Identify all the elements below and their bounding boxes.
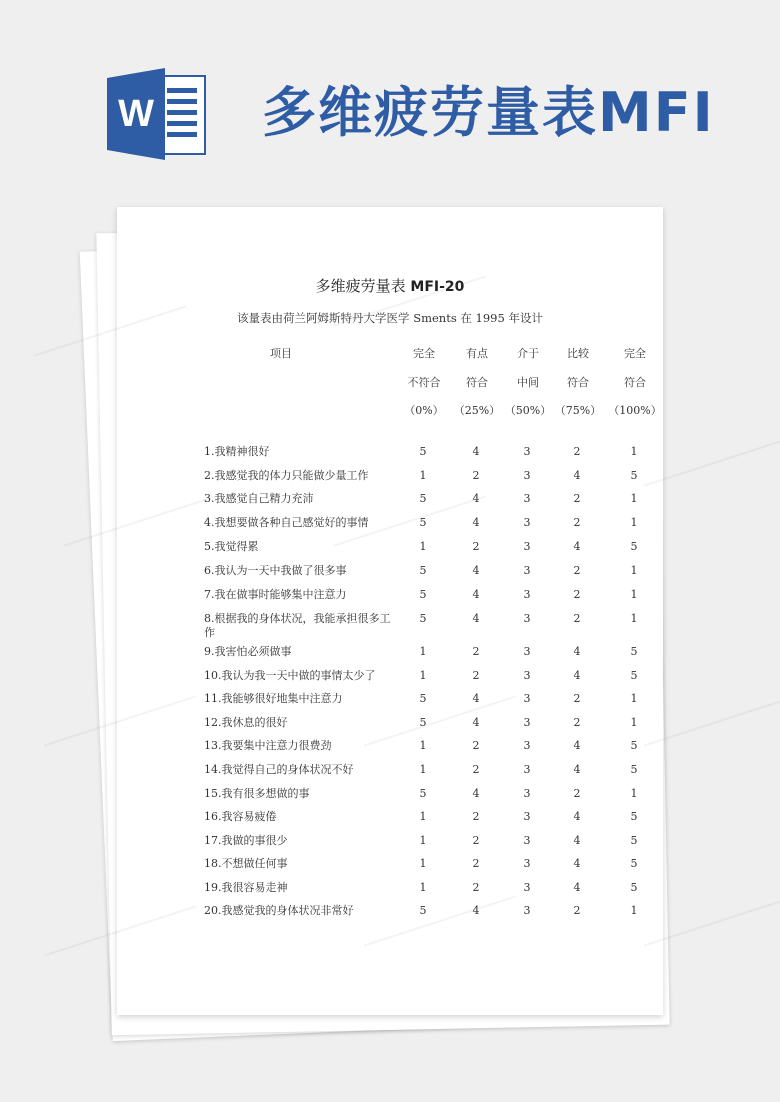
table-cell-score: 5	[630, 739, 638, 752]
column-header-line: （75%）	[554, 404, 602, 417]
table-cell-score: 1	[630, 612, 638, 625]
table-cell-score: 1	[630, 492, 638, 505]
table-cell-score: 2	[472, 739, 480, 752]
table-cell-score: 1	[419, 834, 427, 847]
table-cell-score: 3	[523, 692, 531, 705]
watermark-stripe	[644, 435, 780, 486]
document-title-code: MFI-20	[410, 279, 465, 295]
table-cell-score: 3	[523, 716, 531, 729]
table-cell-score: 5	[419, 904, 427, 917]
table-cell-score: 3	[523, 516, 531, 529]
table-cell-score: 4	[472, 612, 480, 625]
column-header-line: 符合	[567, 375, 589, 389]
table-row-label: 19.我很容易走神	[204, 881, 288, 894]
table-row-label: 17.我做的事很少	[204, 834, 288, 847]
table-cell-score: 3	[523, 612, 531, 625]
word-document-icon	[107, 68, 209, 160]
document-title-text: 多维疲劳量表	[315, 277, 411, 295]
table-cell-score: 1	[419, 810, 427, 823]
table-cell-score: 2	[573, 564, 581, 577]
table-cell-score: 3	[523, 564, 531, 577]
table-cell-score: 4	[472, 716, 480, 729]
table-cell-score: 5	[630, 669, 638, 682]
document-page	[117, 207, 663, 1015]
word-icon-letter: W	[118, 93, 154, 135]
table-cell-score: 5	[630, 810, 638, 823]
column-header-line: 符合	[624, 375, 646, 389]
column-header-line: 不符合	[407, 375, 441, 389]
table-row-label: 20.我感觉我的身体状况非常好	[204, 904, 354, 917]
table-cell-score: 3	[523, 645, 531, 658]
table-cell-score: 3	[523, 881, 531, 894]
column-header-line: （100%）	[608, 404, 662, 417]
table-cell-score: 3	[523, 445, 531, 458]
table-row-label: 15.我有很多想做的事	[204, 787, 310, 800]
table-cell-score: 1	[630, 588, 638, 601]
table-cell-score: 2	[573, 516, 581, 529]
table-cell-score: 2	[573, 492, 581, 505]
table-cell-score: 5	[419, 716, 427, 729]
table-cell-score: 5	[630, 645, 638, 658]
table-row-label: 5.我觉得累	[204, 540, 259, 553]
table-cell-score: 4	[573, 739, 581, 752]
table-cell-score: 4	[472, 492, 480, 505]
table-cell-score: 1	[630, 716, 638, 729]
table-cell-score: 3	[523, 787, 531, 800]
document-title	[117, 275, 663, 296]
table-cell-score: 2	[472, 540, 480, 553]
table-cell-score: 2	[472, 763, 480, 776]
table-cell-score: 4	[472, 564, 480, 577]
column-header-0	[394, 347, 454, 433]
table-cell-score: 5	[630, 881, 638, 894]
table-cell-score: 4	[472, 692, 480, 705]
table-cell-score: 5	[419, 787, 427, 800]
table-cell-score: 1	[630, 516, 638, 529]
table-row-label: 3.我感觉自己精力充沛	[204, 492, 314, 505]
table-cell-score: 1	[419, 881, 427, 894]
table-cell-score: 2	[573, 787, 581, 800]
column-header-line: （50%）	[504, 404, 552, 417]
table-row-label: 7.我在做事时能够集中注意力	[204, 588, 347, 601]
table-row-label: 18.不想做任何事	[204, 857, 288, 870]
table-cell-score: 5	[630, 857, 638, 870]
document-subtitle: 该量表由荷兰阿姆斯特丹大学医学 Sments 在 1995 年设计	[237, 311, 543, 325]
table-cell-score: 5	[630, 469, 638, 482]
table-cell-score: 4	[472, 904, 480, 917]
table-cell-score: 3	[523, 763, 531, 776]
table-cell-score: 3	[523, 904, 531, 917]
table-row-label: 14.我觉得自己的身体状况不好	[204, 763, 354, 776]
table-cell-score: 3	[523, 834, 531, 847]
table-cell-score: 4	[573, 540, 581, 553]
table-cell-score: 2	[573, 692, 581, 705]
column-header-line: 介于	[517, 347, 539, 360]
column-header-line: 比较	[567, 347, 589, 360]
table-cell-score: 2	[472, 469, 480, 482]
column-header-3	[548, 347, 608, 433]
table-row-label: 2.我感觉我的体力只能做少量工作	[204, 469, 369, 482]
table-cell-score: 4	[573, 857, 581, 870]
table-row-label: 8.根据我的身体状况，我能承担很多工作	[204, 612, 391, 639]
table-cell-score: 1	[419, 739, 427, 752]
column-header-line: 中间	[517, 375, 539, 389]
table-cell-score: 4	[573, 669, 581, 682]
table-cell-score: 4	[472, 588, 480, 601]
table-cell-score: 2	[472, 881, 480, 894]
column-header-line: 有点	[466, 347, 488, 360]
table-cell-score: 2	[472, 669, 480, 682]
table-row-label: 9.我害怕必须做事	[204, 645, 292, 658]
table-cell-score: 3	[523, 857, 531, 870]
table-cell-score: 2	[472, 645, 480, 658]
table-cell-score: 4	[472, 445, 480, 458]
banner-title: 多维疲劳量表MFI	[262, 81, 715, 144]
table-row-label: 16.我容易疲倦	[204, 810, 277, 823]
table-cell-score: 4	[573, 469, 581, 482]
table-cell-score: 1	[419, 763, 427, 776]
table-cell-score: 1	[630, 904, 638, 917]
table-cell-score: 5	[419, 588, 427, 601]
table-cell-score: 3	[523, 540, 531, 553]
column-header-line: （25%）	[453, 404, 501, 417]
table-cell-score: 4	[573, 810, 581, 823]
table-cell-score: 1	[630, 564, 638, 577]
table-cell-score: 4	[573, 834, 581, 847]
table-cell-score: 5	[630, 763, 638, 776]
table-cell-score: 2	[573, 716, 581, 729]
table-row-label: 10.我认为我一天中做的事情太少了	[204, 669, 376, 682]
table-cell-score: 5	[630, 540, 638, 553]
table-row-label: 4.我想要做各种自己感觉好的事情	[204, 516, 369, 529]
table-row-label: 11.我能够很好地集中注意力	[204, 692, 343, 705]
table-cell-score: 5	[419, 692, 427, 705]
table-cell-score: 5	[419, 516, 427, 529]
table-cell-score: 2	[573, 612, 581, 625]
table-cell-score: 1	[419, 645, 427, 658]
table-cell-score: 2	[573, 588, 581, 601]
column-header-item: 项目	[270, 347, 292, 360]
table-row-label: 12.我休息的很好	[204, 716, 288, 729]
table-cell-score: 2	[573, 445, 581, 458]
table-cell-score: 1	[419, 857, 427, 870]
table-cell-score: 2	[573, 904, 581, 917]
table-cell-score: 5	[419, 564, 427, 577]
table-row-label: 1.我精神很好	[204, 445, 270, 458]
table-cell-score: 5	[630, 834, 638, 847]
table-cell-score: 3	[523, 588, 531, 601]
table-cell-score: 5	[419, 492, 427, 505]
table-cell-score: 1	[630, 692, 638, 705]
table-cell-score: 3	[523, 739, 531, 752]
column-header-line: （0%）	[404, 404, 444, 417]
table-cell-score: 4	[573, 645, 581, 658]
table-cell-score: 2	[472, 834, 480, 847]
table-cell-score: 1	[419, 669, 427, 682]
table-cell-score: 5	[419, 445, 427, 458]
column-header-line: 完全	[624, 347, 646, 360]
table-cell-score: 1	[419, 469, 427, 482]
column-header-line: 完全	[413, 347, 435, 360]
table-cell-score: 2	[472, 810, 480, 823]
table-row-label: 6.我认为一天中我做了很多事	[204, 564, 347, 577]
table-cell-score: 4	[573, 763, 581, 776]
table-cell-score: 4	[472, 787, 480, 800]
table-cell-score: 4	[573, 881, 581, 894]
table-cell-score: 3	[523, 810, 531, 823]
table-cell-score: 1	[630, 445, 638, 458]
table-cell-score: 3	[523, 492, 531, 505]
table-row-label: 13.我要集中注意力很费劲	[204, 739, 332, 752]
column-header-4	[605, 347, 665, 433]
table-cell-score: 1	[630, 787, 638, 800]
column-header-line: 符合	[466, 375, 488, 389]
table-cell-score: 4	[472, 516, 480, 529]
table-cell-score: 1	[419, 540, 427, 553]
table-cell-score: 3	[523, 469, 531, 482]
table-cell-score: 2	[472, 857, 480, 870]
table-cell-score: 3	[523, 669, 531, 682]
table-cell-score: 5	[419, 612, 427, 625]
